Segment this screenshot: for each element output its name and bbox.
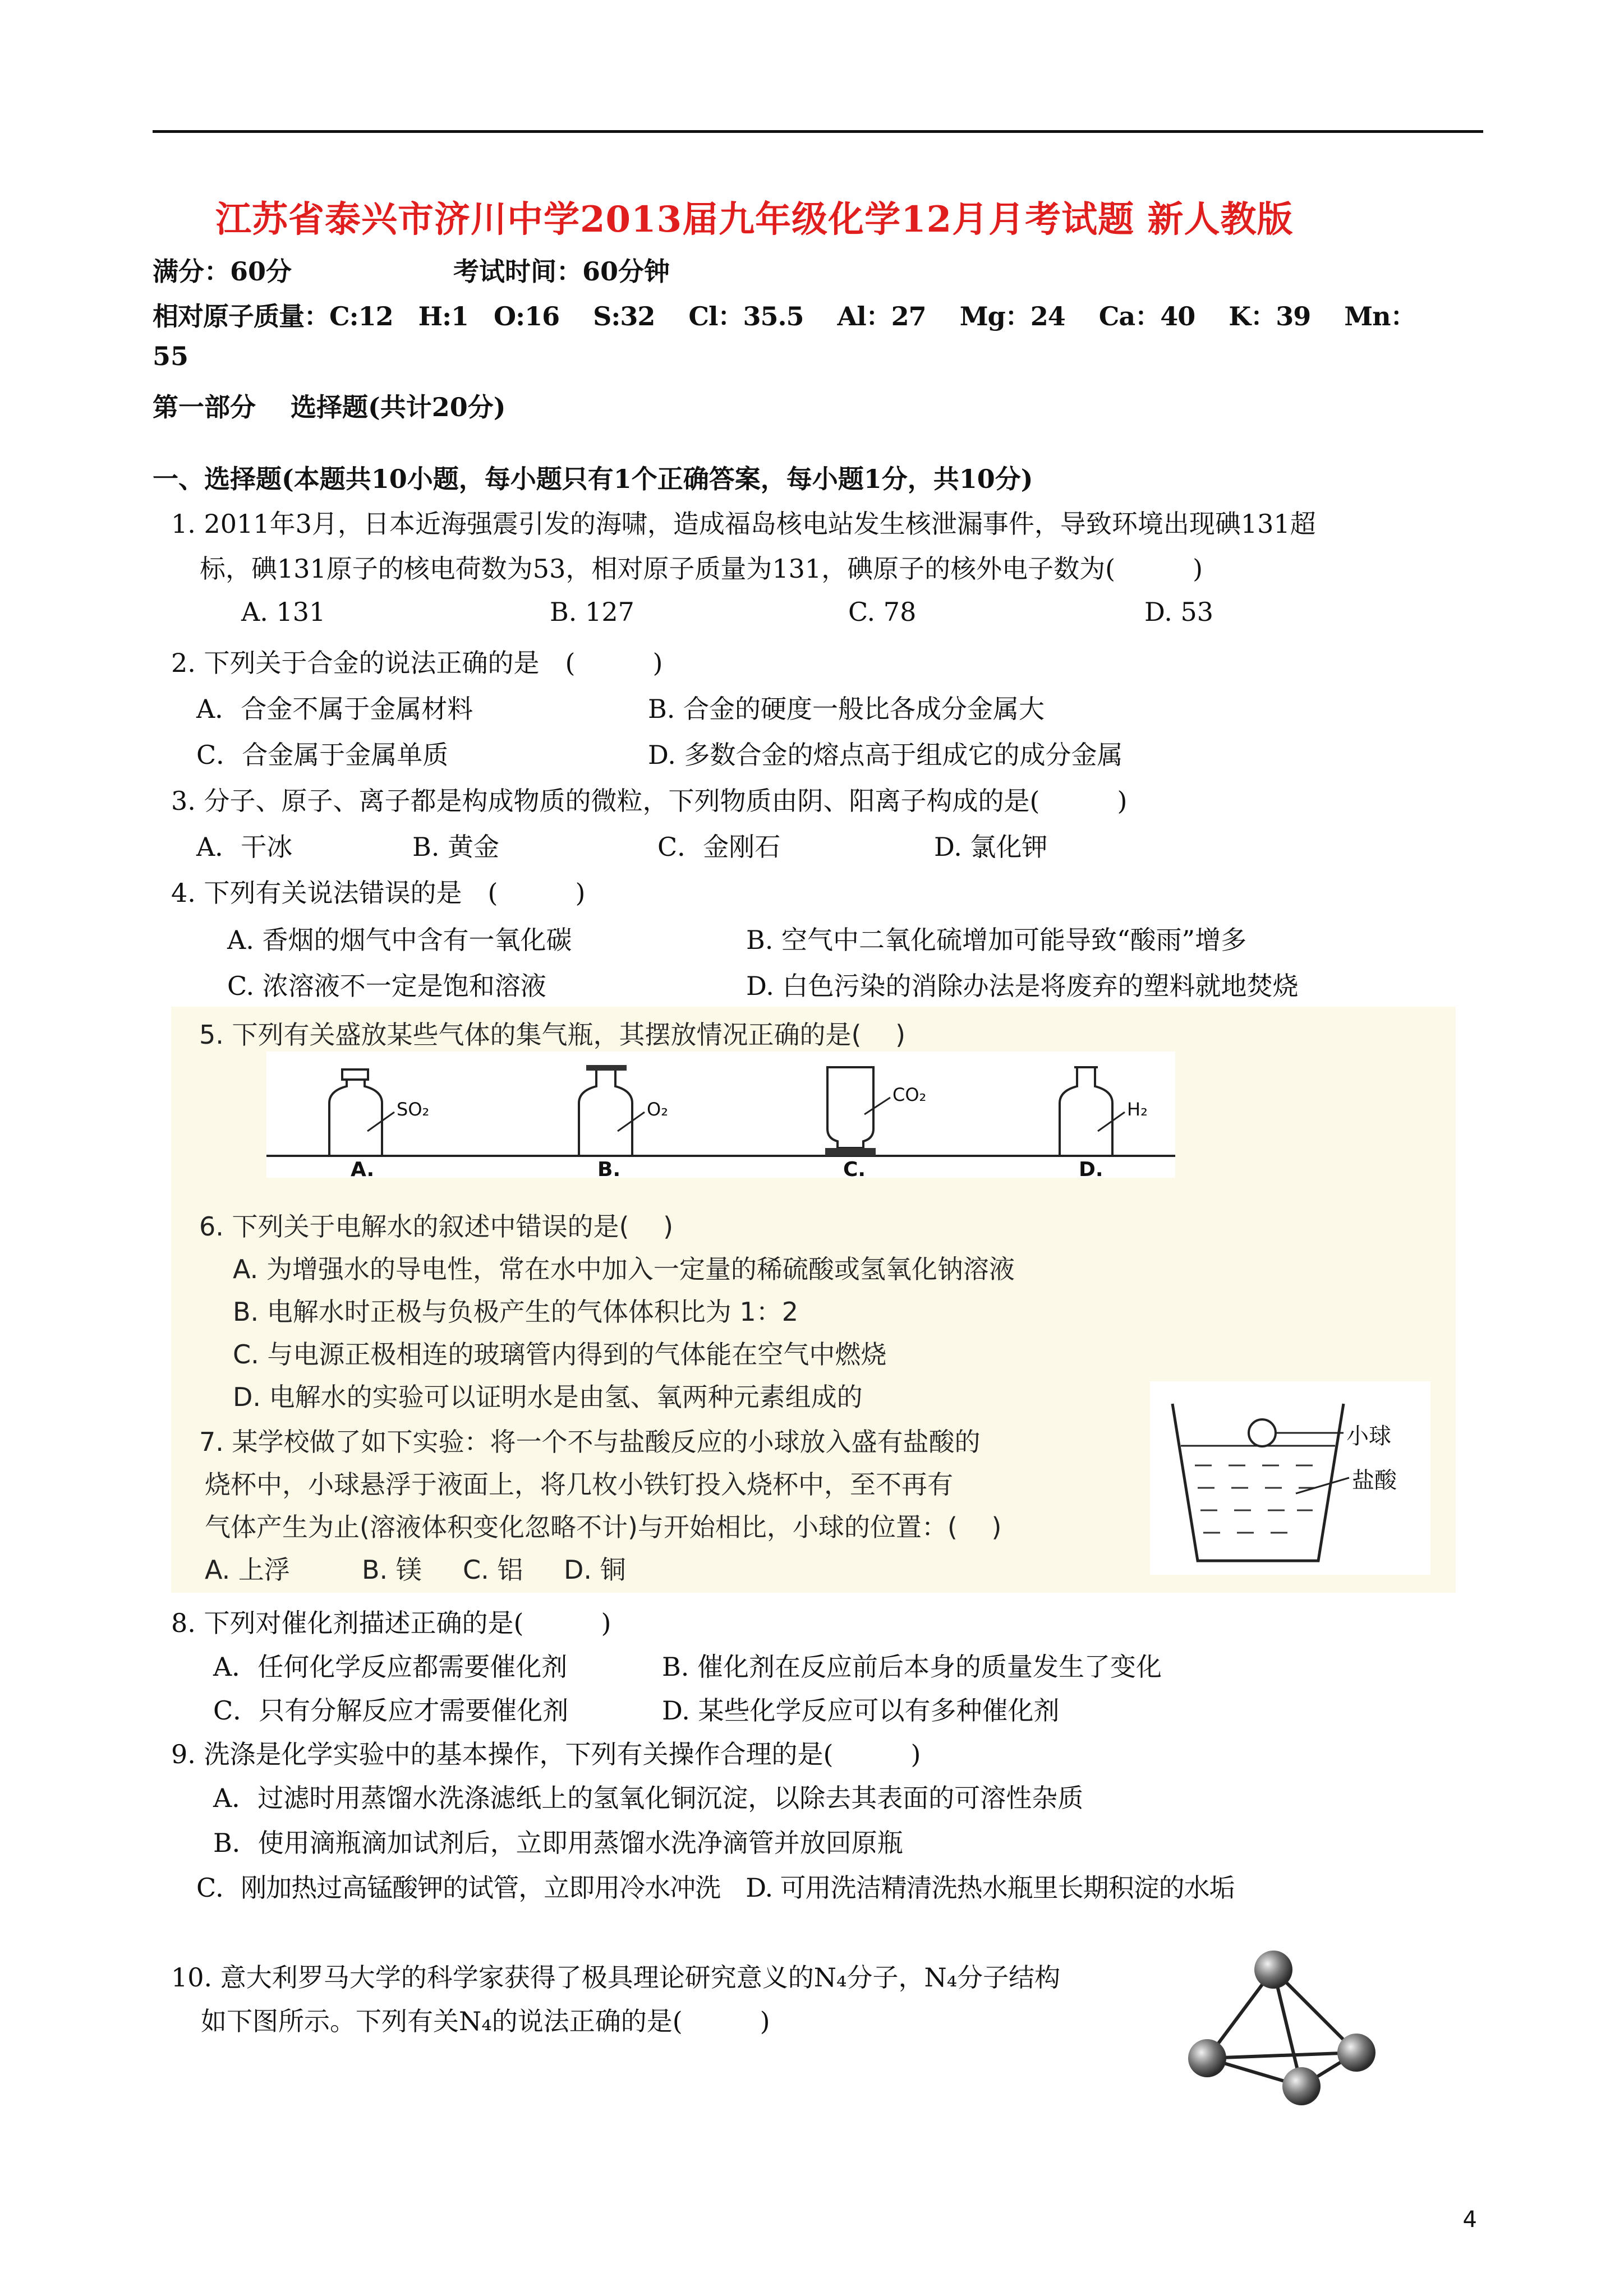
n-atom-right-icon (1337, 2034, 1375, 2072)
q7-line2: 烧杯中，小球悬浮于液面上，将几枚小铁钉投入烧杯中，至不再有 (205, 1469, 953, 1500)
bottle-d-icon (1060, 1067, 1125, 1156)
q9-option-b: B．使用滴瓶滴加试剂后，立即用蒸馏水洗净滴管并放回原瓶 (213, 1828, 903, 1858)
q3-option-b: B. 黄金 (412, 832, 500, 862)
atomic-mass-line1: 相对原子质量：C:12 H:1 O:16 S:32 Cl：35.5 Al：27 Mg：24 Ca：40 K：39 Mn： (153, 301, 1416, 331)
q4-option-b: B. 空气中二氧化硫增加可能导致“酸雨”增多 (746, 925, 1247, 955)
q10-line2: 如下图所示。下列有关N₄的说法正确的是( ) (201, 2006, 770, 2036)
beaker-ball-label: 小球 (1346, 1423, 1391, 1449)
n4-molecule-svg (1178, 1946, 1391, 2114)
q5-stem: 5. 下列有关盛放某些气体的集气瓶，其摆放情况正确的是( ) (199, 1020, 906, 1050)
q6-option-b: B. 电解水时正极与负极产生的气体体积比为 1：2 (233, 1297, 798, 1327)
q2-option-c: C．合金属于金属单质 (196, 740, 449, 770)
q10-line1: 10. 意大利罗马大学的科学家获得了极具理论研究意义的N₄分子，N₄分子结构 (171, 1962, 1061, 1993)
atomic-mass-line2: 55 (153, 341, 189, 371)
q7-option-c: C. 铝 (463, 1555, 523, 1585)
top-rule (153, 130, 1483, 133)
q7-option-a: A. 上浮 (205, 1555, 290, 1585)
n-atom-front-icon (1282, 2067, 1321, 2105)
section-one-heading: 一、选择题(本题共10小题，每小题只有1个正确答案，每小题1分，共10分) (153, 464, 1033, 494)
exam-time: 考试时间：60分钟 (453, 256, 670, 287)
q3-option-c: C．金刚石 (657, 832, 781, 862)
q2-stem: 2. 下列关于合金的说法正确的是 ( ) (171, 648, 663, 678)
n4-molecule-figure (1178, 1946, 1391, 2114)
q7-option-b: B. 镁 (362, 1555, 422, 1585)
q7-beaker-figure (1150, 1381, 1430, 1575)
bottle-d-label: D. (1079, 1158, 1103, 1181)
q8-option-d: D. 某些化学反应可以有多种催化剂 (662, 1695, 1060, 1726)
bottle-d-gas: H₂ (1127, 1099, 1148, 1120)
q4-option-c: C. 浓溶液不一定是饱和溶液 (227, 971, 546, 1001)
page-number: 4 (1462, 2207, 1477, 2233)
bottle-c-gas: CO₂ (892, 1084, 927, 1105)
q4-option-a: A. 香烟的烟气中含有一氧化碳 (227, 925, 572, 955)
bottle-b-icon (579, 1065, 645, 1156)
q9-option-c-d: C．刚加热过高锰酸钾的试管，立即用冷水冲洗 D. 可用洗洁精清洗热水瓶里长期积淀的水垢 (196, 1873, 1235, 1903)
q1-option-c: C. 78 (848, 597, 917, 627)
q1-option-d: D. 53 (1144, 597, 1214, 627)
q8-stem: 8. 下列对催化剂描述正确的是( ) (171, 1608, 611, 1638)
q3-stem: 3. 分子、原子、离子都是构成物质的微粒，下列物质由阴、阳离子构成的是( ) (171, 786, 1128, 816)
bottle-c-icon (825, 1067, 890, 1156)
beaker-acid-label: 盐酸 (1352, 1468, 1397, 1493)
n-atom-top-icon (1254, 1951, 1292, 1989)
q3-option-d: D. 氯化钾 (934, 832, 1048, 862)
q7-option-d: D. 铜 (564, 1555, 626, 1585)
bottle-b-label: B. (597, 1158, 621, 1181)
q2-option-b: B. 合金的硬度一般比各成分金属大 (648, 694, 1045, 724)
q6-option-d: D. 电解水的实验可以证明水是由氢、氧两种元素组成的 (233, 1382, 863, 1412)
q8-option-a: A．任何化学反应都需要催化剂 (213, 1652, 568, 1682)
q8-option-b: B. 催化剂在反应前后本身的质量发生了变化 (662, 1652, 1162, 1682)
bottle-a-label: A. (351, 1158, 375, 1181)
n-atom-left-icon (1188, 2039, 1226, 2077)
q1-option-a: A. 131 (241, 597, 326, 627)
bottle-a-icon (329, 1069, 394, 1156)
q2-option-a: A．合金不属于金属材料 (196, 694, 473, 724)
scanned-block-q5-q7 (171, 1007, 1456, 1593)
q6-option-c: C. 与电源正极相连的玻璃管内得到的气体能在空气中燃烧 (233, 1339, 887, 1370)
bottle-c-label: C. (843, 1158, 866, 1181)
part-one-heading: 第一部分 选择题(共计20分) (153, 392, 506, 422)
full-score: 满分：60分 (153, 256, 292, 287)
ball-icon (1249, 1419, 1276, 1446)
q8-option-c: C．只有分解反应才需要催化剂 (213, 1695, 569, 1726)
q4-stem: 4. 下列有关说法错误的是 ( ) (171, 878, 586, 908)
q2-option-d: D. 多数合金的熔点高于组成它的成分金属 (648, 740, 1123, 770)
q5-bottles-figure (266, 1052, 1175, 1181)
q4-option-d: D. 白色污染的消除办法是将废弃的塑料就地焚烧 (746, 971, 1299, 1001)
q6-option-a: A. 为增强水的导电性，常在水中加入一定量的稀硫酸或氢氧化钠溶液 (233, 1254, 1015, 1284)
q3-option-a: A．干冰 (196, 832, 293, 862)
bottle-b-gas: O₂ (647, 1099, 669, 1120)
q6-stem: 6. 下列关于电解水的叙述中错误的是( ) (199, 1211, 674, 1242)
q7-line3: 气体产生为止(溶液体积变化忽略不计)与开始相比，小球的位置：( ) (205, 1512, 1002, 1542)
page-title: 江苏省泰兴市济川中学2013届九年级化学12月月考试题 新人教版 (215, 199, 1294, 241)
q1-option-b: B. 127 (550, 597, 634, 627)
q9-option-a: A．过滤时用蒸馏水洗涤滤纸上的氢氧化铜沉淀，以除去其表面的可溶性杂质 (213, 1783, 1084, 1813)
q7-line1: 7. 某学校做了如下实验：将一个不与盐酸反应的小球放入盛有盐酸的 (199, 1427, 981, 1457)
bottle-a-gas: SO₂ (397, 1099, 430, 1120)
q1-line1: 1. 2011年3月，日本近海强震引发的海啸，造成福岛核电站发生核泄漏事件，导致环境出现碘131超 (171, 509, 1316, 539)
q1-line2: 标，碘131原子的核电荷数为53，相对原子质量为131，碘原子的核外电子数为( ) (200, 554, 1203, 584)
q9-stem: 9. 洗涤是化学实验中的基本操作，下列有关操作合理的是( ) (171, 1739, 921, 1769)
